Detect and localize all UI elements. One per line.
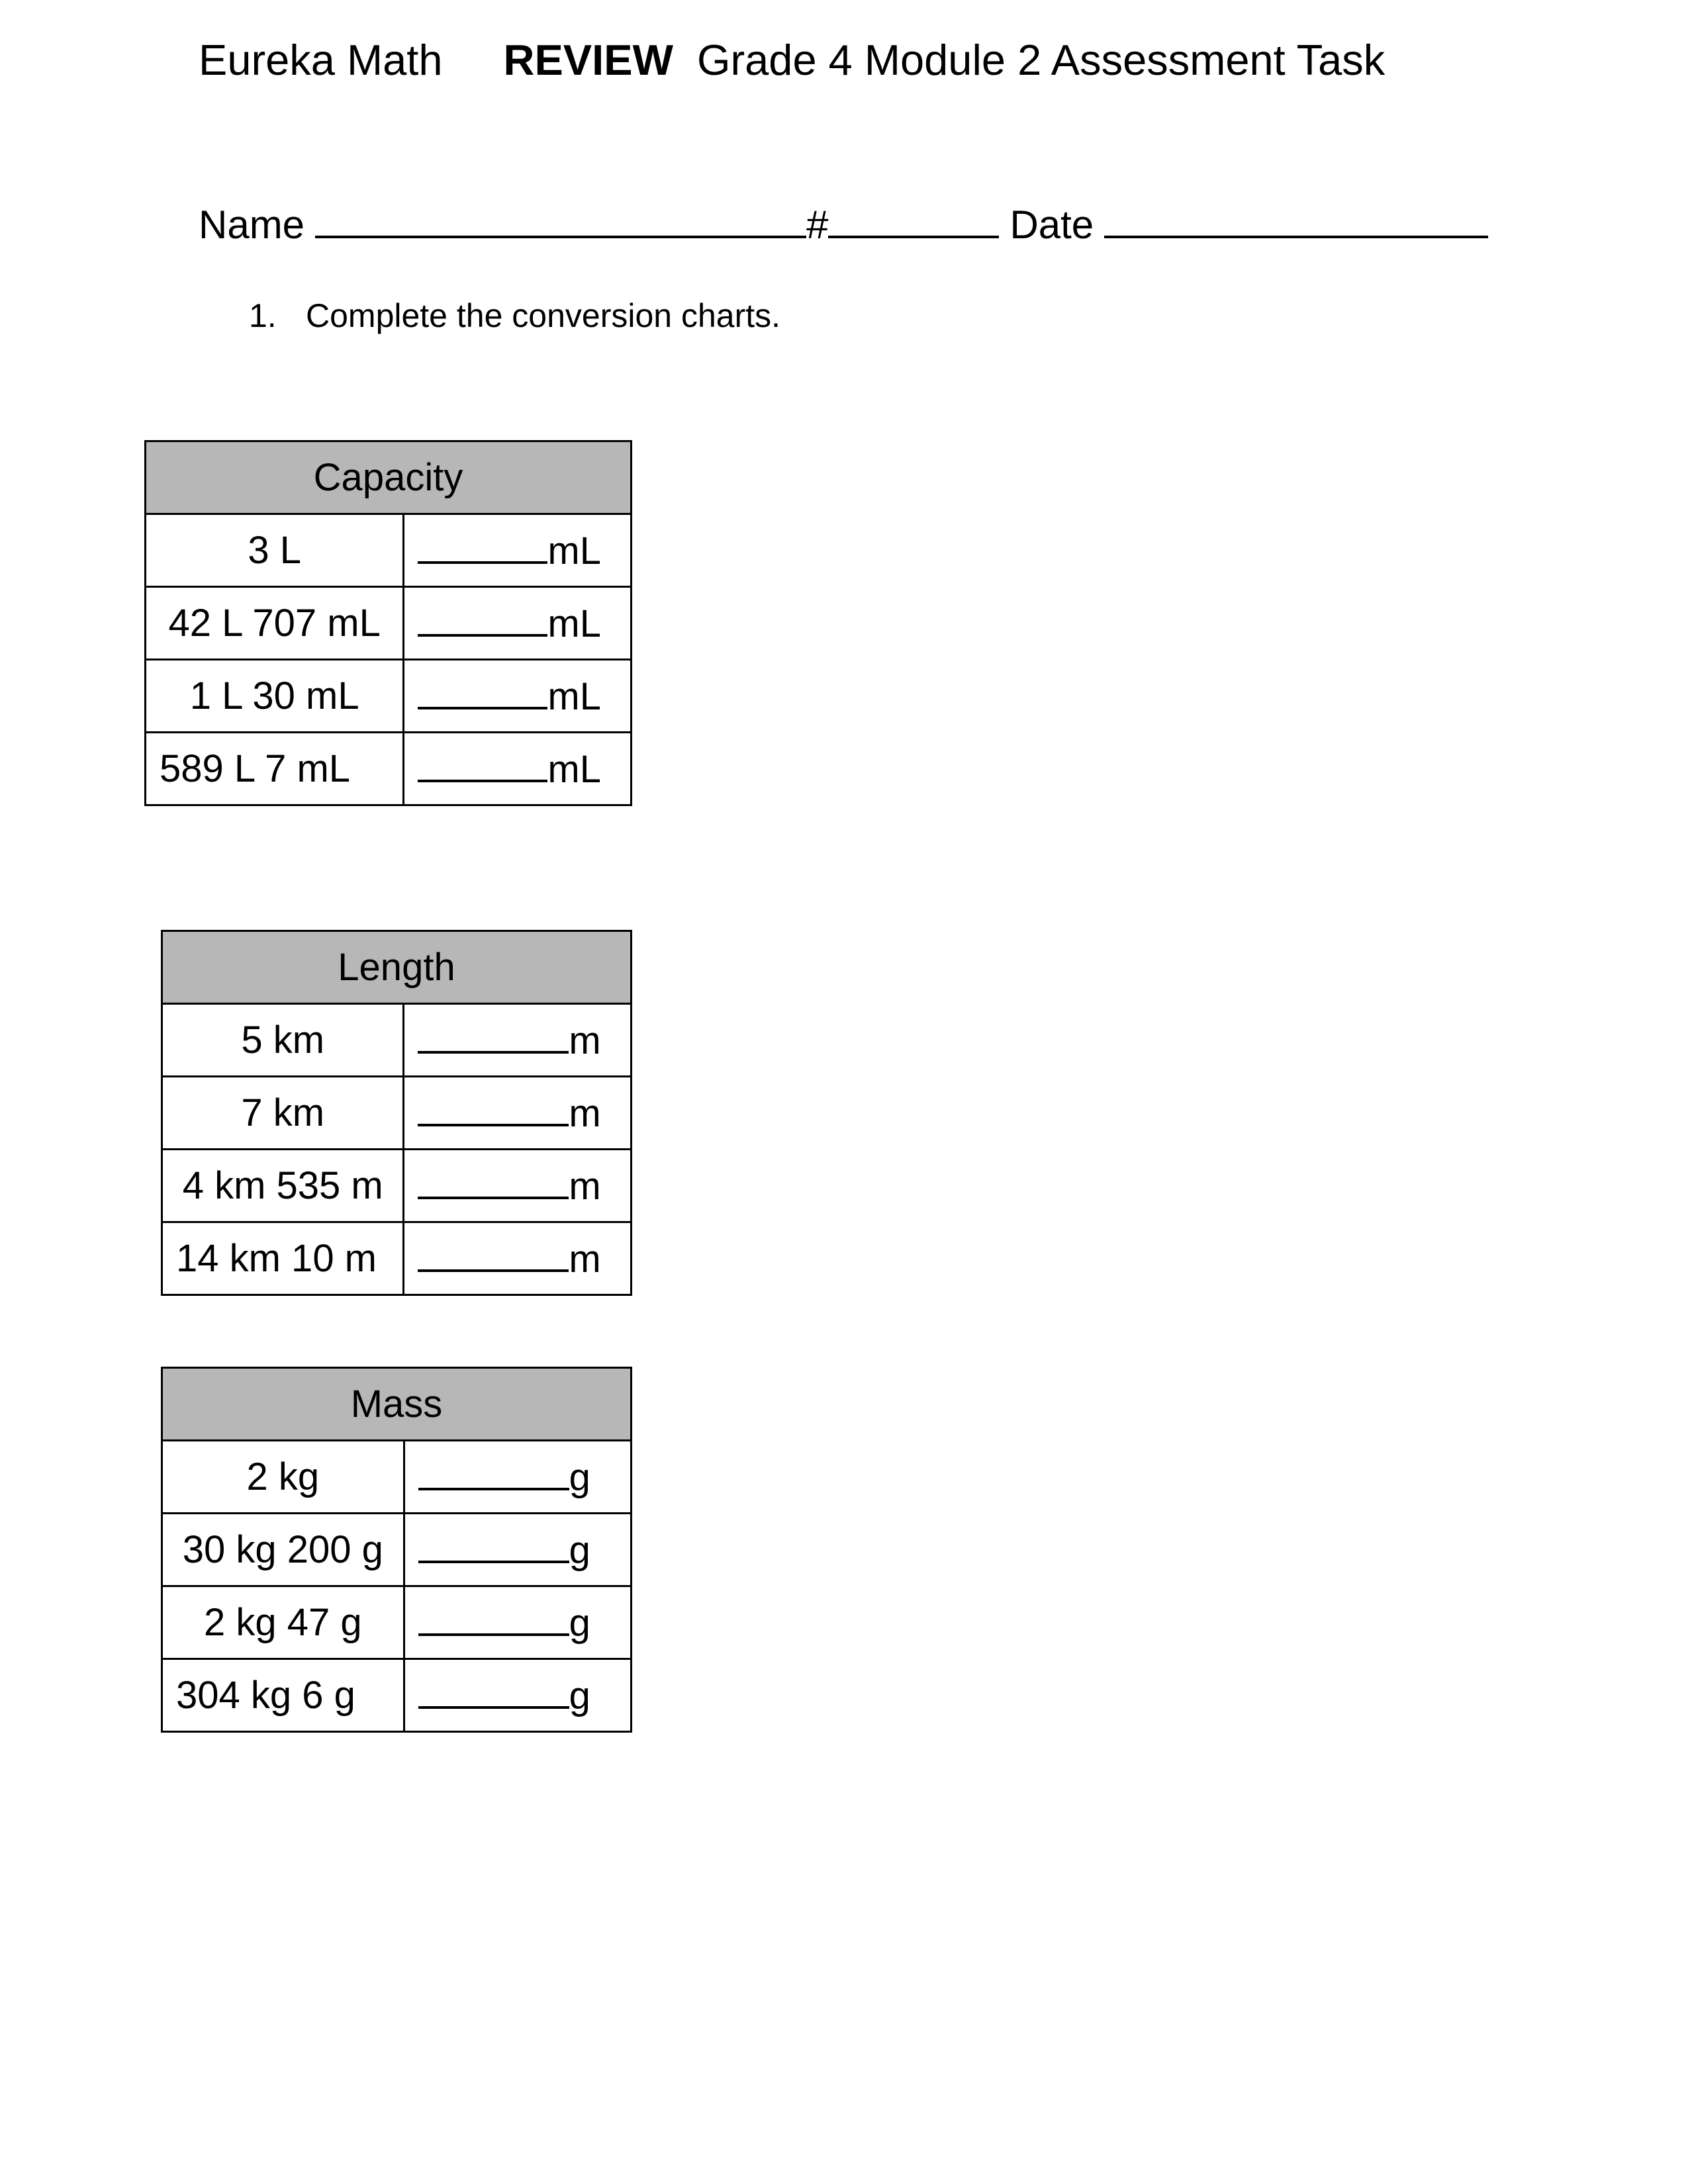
unit-label: mL: [547, 747, 601, 791]
unit-label: mL: [547, 602, 601, 645]
unit-label: mL: [547, 674, 601, 718]
mass-answer-cell: [404, 1514, 631, 1586]
length-answer-cell: [404, 1077, 632, 1150]
table-row: [162, 1659, 632, 1732]
capacity-value: 1 L 30 mL: [146, 660, 404, 733]
unit-label: m: [569, 1164, 601, 1208]
answer-blank[interactable]: [418, 1600, 569, 1636]
table-row: [146, 733, 632, 805]
table-row: [162, 1514, 632, 1586]
mass-table-header: Mass: [162, 1368, 632, 1441]
answer-blank[interactable]: [418, 1163, 569, 1199]
review-label: REVIEW: [503, 36, 673, 84]
length-value: 14 km 10 m: [162, 1222, 404, 1295]
unit-label: g: [569, 1455, 590, 1499]
length-table: [161, 930, 632, 1296]
mass-value: 30 kg 200 g: [162, 1514, 404, 1586]
assessment-title: Grade 4 Module 2 Assessment Task: [696, 36, 1385, 84]
table-row: [162, 1586, 632, 1659]
mass-table: [161, 1367, 632, 1733]
answer-blank[interactable]: [418, 601, 547, 637]
number-field[interactable]: [828, 199, 999, 238]
answer-blank[interactable]: [418, 1673, 569, 1709]
mass-value: 2 kg 47 g: [162, 1586, 404, 1659]
mass-value: 304 kg 6 g: [162, 1659, 404, 1732]
table-row: [162, 1150, 632, 1222]
table-row: [146, 514, 632, 587]
unit-label: m: [569, 1237, 601, 1281]
date-label: Date: [1009, 203, 1094, 247]
answer-blank[interactable]: [418, 1455, 569, 1490]
capacity-value: 42 L 707 mL: [146, 587, 404, 660]
question-1: [249, 299, 780, 332]
course-name: Eureka Math: [199, 36, 443, 84]
name-field[interactable]: [315, 199, 806, 238]
question-number: 1.: [249, 297, 277, 334]
mass-value: 2 kg: [162, 1441, 404, 1514]
length-value: 7 km: [162, 1077, 404, 1150]
student-info-line: [199, 199, 1488, 245]
length-answer-cell: [404, 1150, 632, 1222]
capacity-value: 3 L: [146, 514, 404, 587]
length-value: 4 km 535 m: [162, 1150, 404, 1222]
length-answer-cell: [404, 1004, 632, 1077]
capacity-value: 589 L 7 mL: [146, 733, 404, 805]
length-table-header: Length: [162, 931, 632, 1004]
unit-label: g: [569, 1528, 590, 1572]
capacity-answer-cell: [404, 660, 632, 733]
length-answer-cell: [404, 1222, 632, 1295]
question-text: Complete the conversion charts.: [306, 297, 781, 334]
capacity-table: [144, 440, 632, 806]
table-row: [162, 1077, 632, 1150]
length-value: 5 km: [162, 1004, 404, 1077]
answer-blank[interactable]: [418, 747, 547, 782]
unit-label: g: [569, 1674, 590, 1717]
capacity-answer-cell: [404, 733, 632, 805]
mass-answer-cell: [404, 1586, 631, 1659]
answer-blank[interactable]: [418, 1236, 569, 1272]
answer-blank[interactable]: [418, 1091, 569, 1126]
table-row: [162, 1222, 632, 1295]
date-field[interactable]: [1104, 199, 1488, 238]
mass-answer-cell: [404, 1659, 631, 1732]
answer-blank[interactable]: [418, 1527, 569, 1563]
answer-blank[interactable]: [418, 528, 547, 564]
page-title: [199, 36, 1385, 84]
capacity-table-header: Capacity: [146, 441, 632, 514]
name-label: Name: [199, 203, 305, 247]
number-label: #: [806, 203, 829, 247]
answer-blank[interactable]: [418, 674, 547, 709]
unit-label: mL: [547, 529, 601, 572]
capacity-answer-cell: [404, 587, 632, 660]
answer-blank[interactable]: [418, 1018, 569, 1054]
mass-answer-cell: [404, 1441, 631, 1514]
unit-label: m: [569, 1091, 601, 1135]
table-row: [146, 660, 632, 733]
unit-label: m: [569, 1019, 601, 1062]
table-row: [146, 587, 632, 660]
table-row: [162, 1004, 632, 1077]
table-row: [162, 1441, 632, 1514]
capacity-answer-cell: [404, 514, 632, 587]
unit-label: g: [569, 1601, 590, 1645]
